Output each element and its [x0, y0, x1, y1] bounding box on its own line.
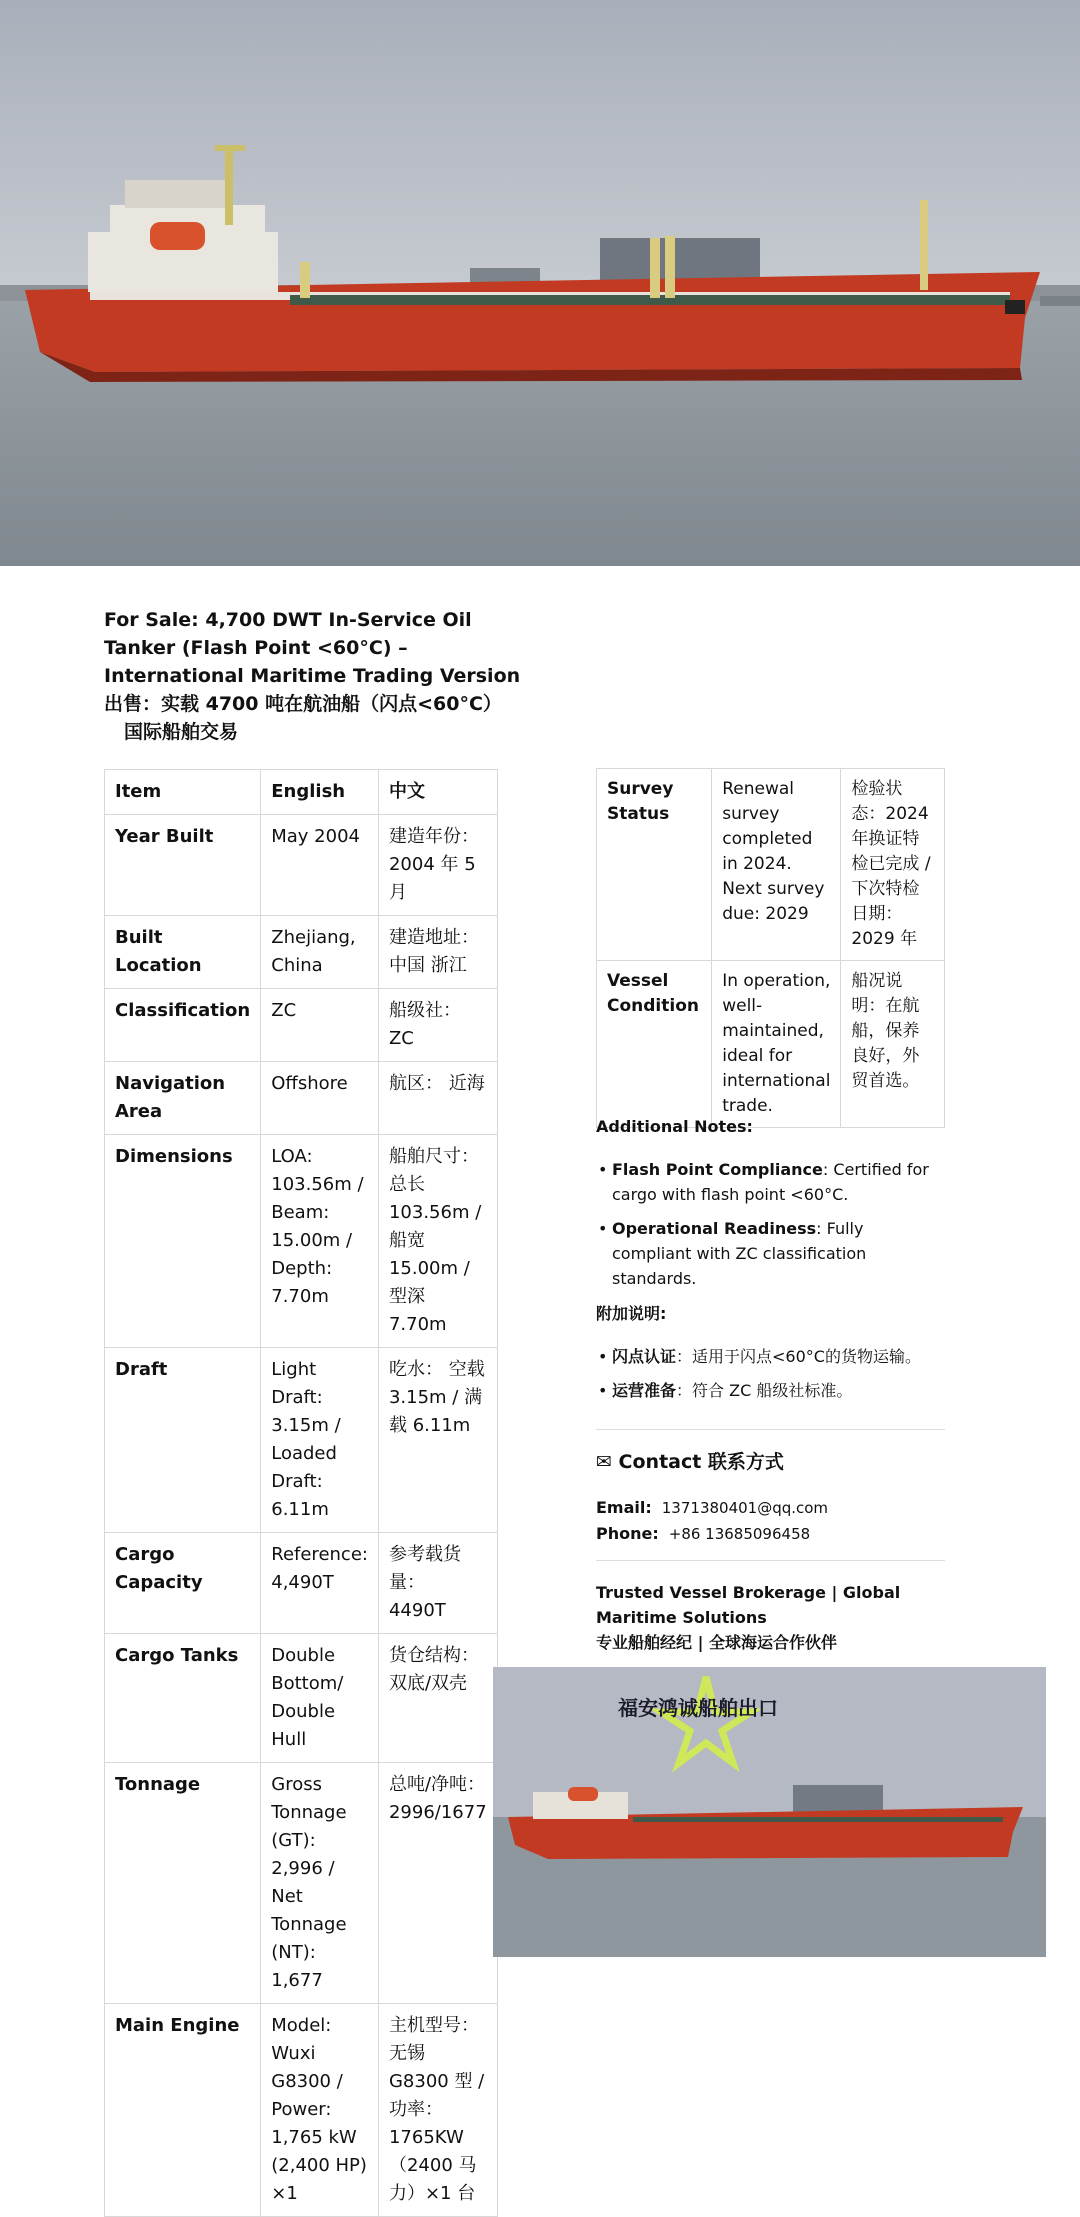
row-chinese: 检验状态：2024 年换证特检已完成 / 下次特检日期： 2029 年: [841, 769, 945, 961]
list-item: [596, 1344, 945, 1369]
row-english: In operation, well-maintained, ideal for international trade.: [712, 961, 841, 1128]
tagline: [596, 1580, 945, 1655]
row-english: Zhejiang, China: [261, 916, 379, 989]
table-row: [105, 815, 498, 916]
phone-line: [596, 1521, 945, 1547]
list-item: [596, 1157, 945, 1207]
row-english: Gross Tonnage (GT): 2,996 / Net Tonnage (NT): 1,677: [261, 1763, 379, 2004]
contact-heading-text: Contact 联系方式: [618, 1451, 784, 1473]
list-item: [596, 1378, 945, 1403]
table-row: [105, 1348, 498, 1533]
row-english: Light Draft: 3.15m / Loaded Draft: 6.11m: [261, 1348, 379, 1533]
note-text: ：适用于闪点<60°C的货物运输。: [676, 1347, 921, 1366]
title-chinese-line2: 国际船舶交易: [124, 721, 239, 743]
row-item: Tonnage: [105, 1763, 261, 2004]
listing-title: [104, 606, 524, 746]
note-text: ：符合 ZC 船级社标准。: [676, 1381, 853, 1400]
title-chinese-line1: 出售：实载 4700 吨在航油船（闪点<60°C）: [104, 693, 502, 715]
row-english: Double Bottom/ Double Hull: [261, 1634, 379, 1763]
header-english: English: [261, 770, 379, 815]
notes-list-zh: [596, 1344, 945, 1403]
title-english: For Sale: 4,700 DWT In-Service Oil Tanker (Flash Point <60°C) – International Maritime Trading Version: [104, 609, 521, 687]
header-item: Item: [105, 770, 261, 815]
email-label: Email:: [596, 1498, 652, 1517]
row-chinese: 船级社： ZC: [378, 989, 497, 1062]
table-header-row: [105, 770, 498, 815]
phone-label: Phone:: [596, 1524, 659, 1543]
note-label: Flash Point Compliance: [612, 1160, 823, 1179]
row-chinese: 总吨/净吨：2996/1677: [378, 1763, 497, 2004]
row-chinese: 货仓结构：双底/双壳: [378, 1634, 497, 1763]
row-english: Offshore: [261, 1062, 379, 1135]
note-label: 运营准备: [612, 1381, 677, 1400]
additional-notes: [596, 1114, 945, 1412]
header-chinese: 中文: [378, 770, 497, 815]
notes-heading: Additional Notes:: [596, 1117, 753, 1136]
row-item: Draft: [105, 1348, 261, 1533]
row-item: Vessel Condition: [597, 961, 712, 1128]
notes-heading-zh: 附加说明:: [596, 1304, 667, 1323]
row-chinese: 建造地址：中国 浙江: [378, 916, 497, 989]
row-chinese: 参考载货量： 4490T: [378, 1533, 497, 1634]
row-item: Main Engine: [105, 2004, 261, 2217]
row-item: Survey Status: [597, 769, 712, 961]
table-row: [105, 1533, 498, 1634]
divider: [596, 1429, 945, 1430]
inset-banner-text: 福安鸿诚船舶出口: [618, 1696, 778, 1720]
row-item: Year Built: [105, 815, 261, 916]
email-link[interactable]: 1371380401@qq.com: [661, 1499, 829, 1517]
inset-ship-photo: [493, 1667, 1046, 1957]
status-table: [596, 768, 945, 1128]
note-label: 闪点认证: [612, 1347, 677, 1366]
row-item: Dimensions: [105, 1135, 261, 1348]
table-row: [105, 1062, 498, 1135]
row-english: May 2004: [261, 815, 379, 916]
row-chinese: 航区： 近海: [378, 1062, 497, 1135]
table-row: [105, 916, 498, 989]
note-text: : Certified for cargo with flash point <60°C.: [612, 1160, 929, 1204]
row-item: Built Location: [105, 916, 261, 989]
tagline-english: Trusted Vessel Brokerage | Global Maritime Solutions: [596, 1583, 901, 1627]
envelope-icon: ✉: [596, 1451, 612, 1473]
note-text: : Fully compliant with ZC classification standards.: [612, 1219, 867, 1288]
notes-list: [596, 1157, 945, 1291]
note-label: Operational Readiness: [612, 1219, 817, 1238]
table-row: [105, 1634, 498, 1763]
row-item: Navigation Area: [105, 1062, 261, 1135]
table-row: [105, 989, 498, 1062]
row-chinese: 船舶尺寸：总长 103.56m / 船宽 15.00m / 型深 7.70m: [378, 1135, 497, 1348]
spec-table: [104, 769, 498, 2217]
row-english: Model: Wuxi G8300 / Power: 1,765 kW (2,400 HP) ×1: [261, 2004, 379, 2217]
row-chinese: 建造年份：2004 年 5 月: [378, 815, 497, 916]
row-item: Cargo Tanks: [105, 1634, 261, 1763]
email-line: [596, 1495, 945, 1521]
table-row: [105, 2004, 498, 2217]
row-english: Reference: 4,490T: [261, 1533, 379, 1634]
phone-link[interactable]: +86 13685096458: [668, 1525, 811, 1543]
hero-ship-photo: [0, 0, 1080, 566]
row-item: Classification: [105, 989, 261, 1062]
row-chinese: 主机型号：无锡 G8300 型 / 功率：1765KW （2400 马力）×1 台: [378, 2004, 497, 2217]
row-chinese: 吃水： 空载 3.15m / 满载 6.11m: [378, 1348, 497, 1533]
list-item: [596, 1216, 945, 1291]
table-row: [105, 1135, 498, 1348]
row-chinese: 船况说明：在航船，保养良好，外贸首选。: [841, 961, 945, 1128]
table-row: [105, 1763, 498, 2004]
row-english: ZC: [261, 989, 379, 1062]
tagline-chinese: 专业船舶经纪 | 全球海运合作伙伴: [596, 1633, 837, 1652]
row-english: Renewal survey completed in 2024. Next survey due: 2029: [712, 769, 841, 961]
table-row: [597, 769, 945, 961]
row-item: Cargo Capacity: [105, 1533, 261, 1634]
contact-section: [596, 1450, 945, 1547]
contact-heading: [596, 1450, 945, 1475]
divider: [596, 1560, 945, 1561]
table-row: [597, 961, 945, 1128]
row-english: LOA: 103.56m / Beam: 15.00m / Depth: 7.70m: [261, 1135, 379, 1348]
